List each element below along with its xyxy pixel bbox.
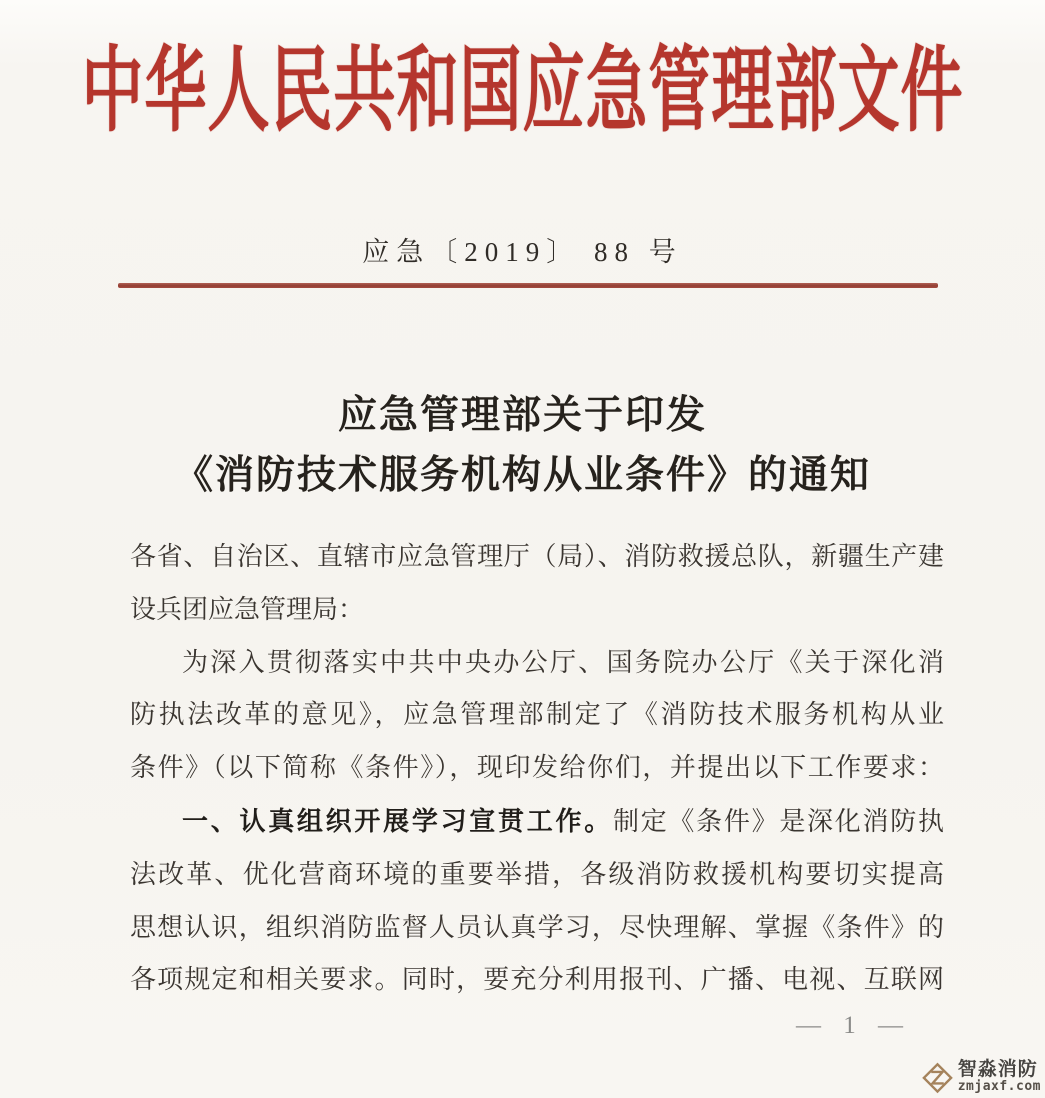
document-title-line1: 应急管理部关于印发	[337, 394, 707, 437]
item-one-rest: 制定《条件》是深化消防执	[612, 806, 944, 836]
red-separator-rule	[118, 283, 938, 288]
diamond-z-logo-icon	[921, 1059, 954, 1095]
document-number: 应急〔2019〕 88 号	[362, 237, 683, 267]
salutation-line: 设兵团应急管理局：	[130, 594, 365, 624]
item-one-bold-lead: 一、认真组织开展学习宣贯工作。	[182, 805, 613, 836]
watermark-text	[958, 1060, 1041, 1094]
body-line: 各项规定和相关要求。同时，要充分利用报刊、广播、电视、互联网	[130, 965, 944, 995]
document-masthead	[0, 16, 1045, 144]
masthead-title: 中华人民共和国应急管理部文件	[81, 41, 964, 144]
document-title	[0, 386, 1045, 506]
watermark-brand-name: 智淼消防	[957, 1059, 1038, 1081]
page-number: — 1 —	[796, 1012, 907, 1039]
body-line: 法改革、优化营商环境的重要举措，各级消防救援机构要切实提高	[130, 859, 944, 889]
document-body	[130, 531, 944, 1007]
watermark-url: zmjaxf.com	[957, 1079, 1041, 1095]
body-line: 条件》（以下简称《条件》），现印发给你们，并提出以下工作要求：	[130, 753, 944, 783]
watermark	[921, 1059, 1041, 1095]
body-line: 为深入贯彻落实中共中央办公厅、国务院办公厅《关于深化消	[182, 647, 944, 677]
body-line: 思想认识，组织消防监督人员认真学习，尽快理解、掌握《条件》的	[130, 912, 944, 942]
body-line: 防执法改革的意见》，应急管理部制定了《消防技术服务机构从业	[130, 700, 944, 730]
salutation-line: 各省、自治区、直辖市应急管理厅（局）、消防救援总队，新疆生产建	[130, 542, 944, 571]
document-title-line2: 《消防技术服务机构从业条件》的通知	[173, 454, 871, 497]
body-line	[130, 795, 944, 849]
